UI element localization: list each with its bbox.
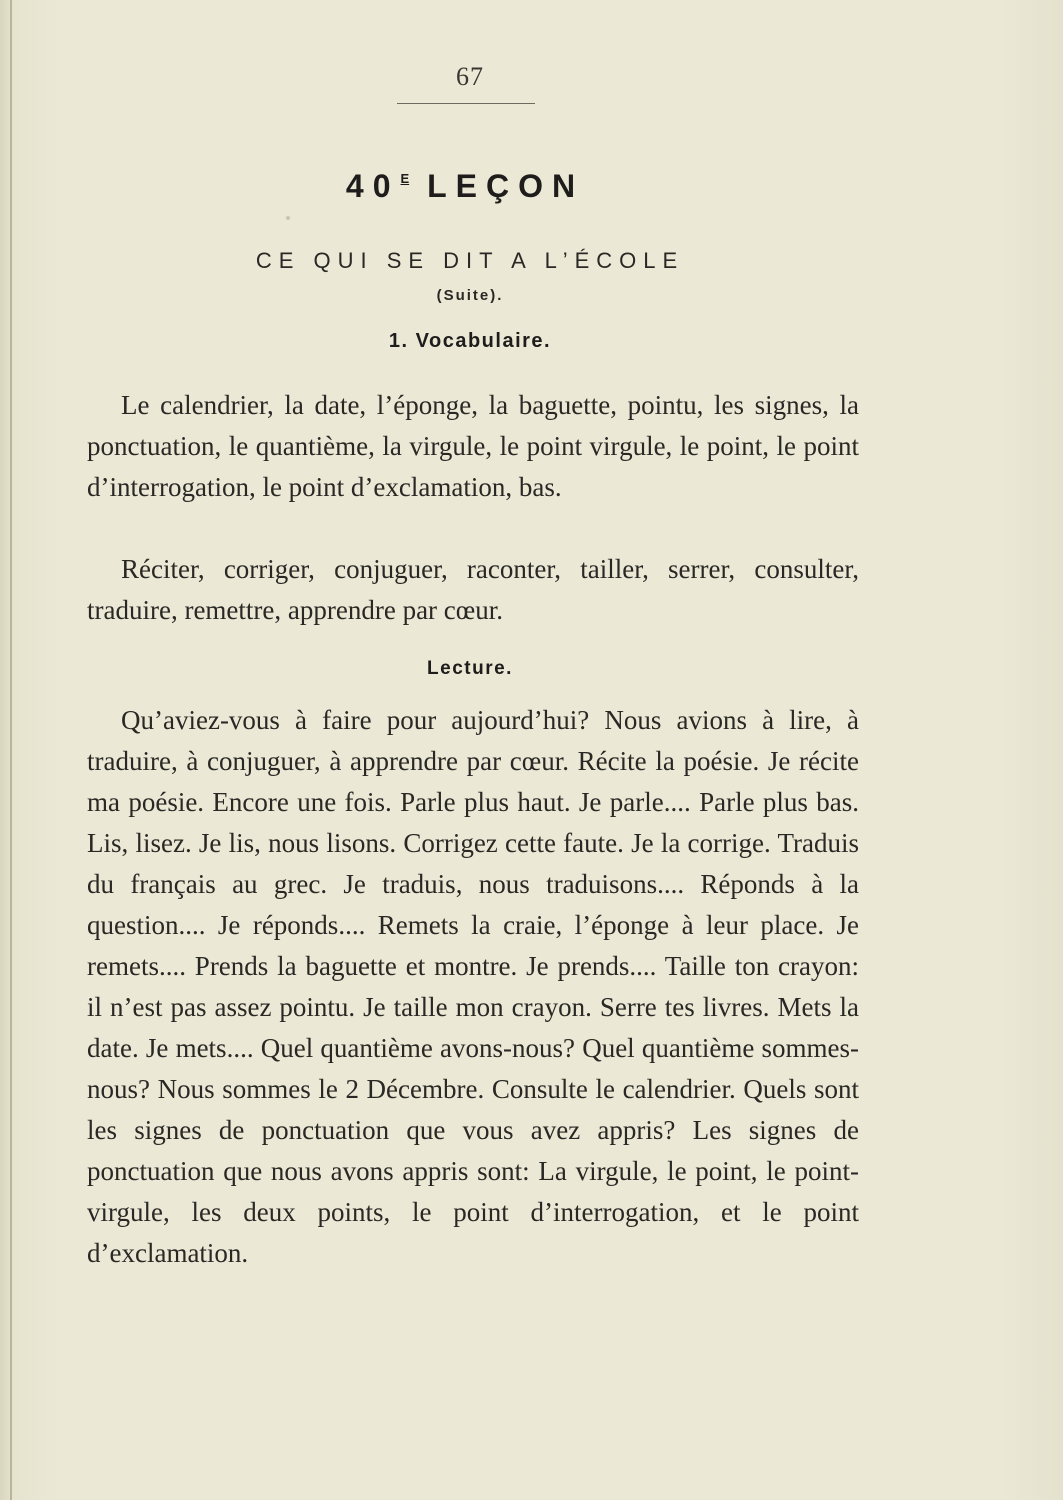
lesson-subtitle-note: (Suite). <box>436 287 504 304</box>
vocabulary-verbs-text: Réciter, corriger, conjuguer, raconter, tailler, serrer, consulter, traduire, remettre, apprendre par cœur. <box>87 554 859 625</box>
lesson-word: LEÇON <box>427 168 585 204</box>
lesson-subtitle: CE QUI SE DIT A L’ÉCOLE <box>255 248 685 273</box>
page-number-rule <box>397 103 535 104</box>
vocabulary-heading: 1. Vocabulaire. <box>388 330 552 352</box>
print-speck <box>286 216 290 220</box>
vocabulary-nouns-paragraph <box>87 385 859 508</box>
reading-heading: Lecture. <box>427 658 513 679</box>
vocabulary-verbs-paragraph <box>87 549 859 631</box>
page-number: 67 <box>456 62 484 91</box>
binding-edge <box>10 0 12 1500</box>
lesson-number: 40 <box>345 168 400 204</box>
lesson-heading <box>0 168 930 205</box>
reading-paragraph <box>87 700 859 1274</box>
vocabulary-nouns-text: Le calendrier, la date, l’éponge, la baguette, pointu, les signes, la ponctuation, le quantième, la virgule, le point virgule, le point, le point d’interrogation, le point d’exclamation, bas. <box>87 390 859 502</box>
reading-text: Qu’aviez-vous à faire pour aujourd’hui? Nous avions à lire, à traduire, à conjuguer, à apprendre par cœur. Récite la poésie. Je récite ma poésie. Encore une fois. Parle plus haut. Je parle.... Parle plus bas. Lis, lisez. Je lis, nous lisons. Corrigez cette faute. Je la corrige. Traduis du français au grec. Je traduis, nous traduisons.... Réponds à la question.... Je réponds.... Remets la craie, l’éponge à leur place. Je remets.... Prends la baguette et montre. Je prends.... Taille ton crayon: il n’est pas assez pointu. Je taille mon crayon. Serre tes livres. Mets la date. Je mets.... Quel quantième avons-nous? Quel quantième sommes-nous? Nous sommes le 2 Décembre. Consulte le calendrier. Quels sont les signes de ponctuation que vous avez appris? Les signes de ponctuation que nous avons appris sont: La virgule, le point, le point-virgule, les deux points, le point d’interrogation, et le point d’exclamation. <box>87 705 859 1268</box>
lesson-number-superscript: E <box>400 171 410 186</box>
